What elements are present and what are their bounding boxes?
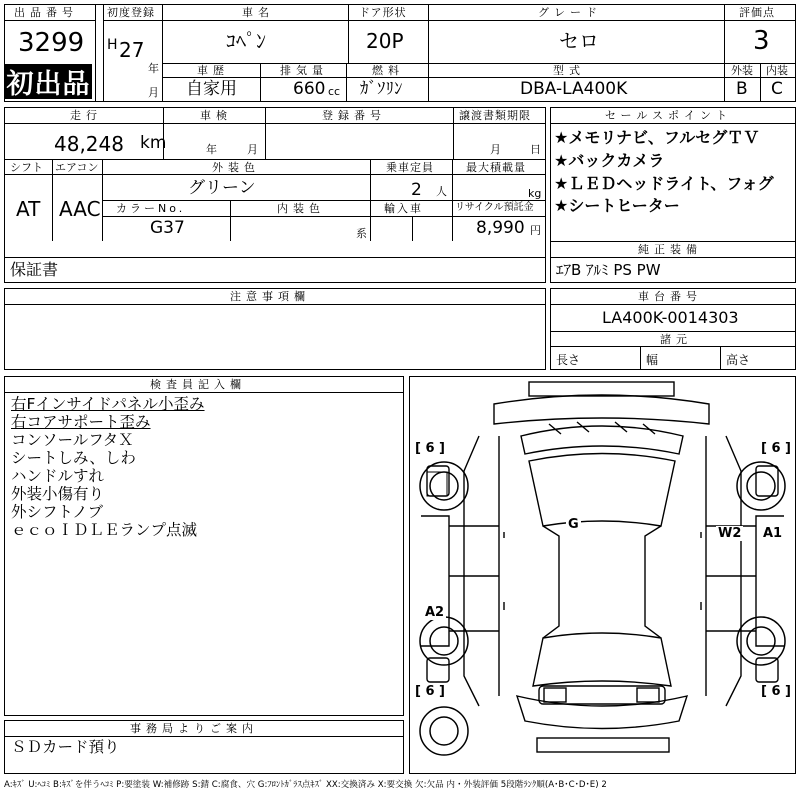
- exterior-grade-value: B: [736, 79, 748, 99]
- damage-mark-g: G: [568, 517, 579, 532]
- tire-depth-left-bottom: [ 6 ]: [415, 684, 445, 699]
- inspector-header: 検査員記入欄: [150, 378, 246, 391]
- first-reg-header: 初度登録: [107, 6, 155, 19]
- spec-height: 高さ: [726, 353, 751, 367]
- lot-number: 3299: [18, 28, 85, 58]
- inspector-note: 右Fインサイドパネル小歪み: [11, 395, 205, 413]
- interior-grade-header: 内装: [766, 64, 788, 77]
- inspection-header: 車検: [200, 109, 232, 122]
- damage-mark-a1: A1: [763, 526, 783, 541]
- shift-value: AT: [16, 197, 41, 221]
- history-header: 車歴: [197, 64, 229, 77]
- recycle-header: リサイクル預託金: [455, 202, 534, 213]
- later-parts-box: [4, 241, 546, 283]
- tire-depth-left-top: [ 6 ]: [415, 441, 445, 456]
- office-header: 事務局よりご案内: [130, 722, 258, 735]
- mileage-unit: km: [140, 133, 167, 153]
- spec-width: 幅: [646, 353, 659, 367]
- sales-point-item: ★メモリナビ、フルセグＴＶ: [554, 128, 760, 147]
- vehicle-details: [4, 107, 546, 256]
- sales-points-header: セールスポイント: [605, 109, 733, 122]
- grade-header: グレード: [538, 6, 602, 19]
- specs-header: 諸元: [660, 333, 692, 346]
- exterior-grade-header: 外装: [731, 64, 753, 77]
- import-car-header: 輸入車: [384, 202, 423, 215]
- model-header: 型式: [553, 64, 585, 77]
- inspector-note: ハンドルすれ: [11, 467, 105, 485]
- recycle-unit: 円: [530, 224, 541, 237]
- inspection-year-unit: 年: [206, 143, 217, 156]
- int-color-header: 内装色: [277, 202, 325, 215]
- first-listing-badge: 初出品: [5, 64, 92, 99]
- mileage-header: 走行: [70, 109, 102, 122]
- history-value: 自家用: [186, 79, 237, 99]
- displacement-unit: cc: [328, 85, 341, 98]
- reg-number-header: 登録番号: [322, 109, 386, 122]
- car-outline-diagram: [409, 376, 796, 774]
- damage-legend: A:ｷｽﾞ U:ﾍｺﾐ B:ｷｽﾞを伴うﾍｺﾐ P:要塗装 W:補修跡 S:錆 C:腐食、穴 G:ﾌﾛﾝﾄｶﾞﾗｽ点ｷｽﾞ XX:交換済み X:要交換 欠:欠品 内・外装評価 5段階ﾗﾝｸ順(A･B･C･D･E) 2: [4, 780, 607, 790]
- inspector-note: 外シフトノブ: [11, 503, 104, 521]
- color-no-header: カラーNo.: [116, 202, 186, 215]
- transfer-docs-header: 譲渡書類期限: [459, 109, 531, 122]
- color-no-value: G37: [150, 218, 185, 238]
- notes-header: 注意事項欄: [230, 290, 310, 303]
- transfer-month-unit: 月: [490, 143, 501, 156]
- car-name: ｺﾍﾟﾝ: [226, 29, 266, 53]
- displacement-header: 排気量: [280, 64, 328, 77]
- equipment-value: ｴｱB ｱﾙﾐ PS PW: [556, 261, 661, 279]
- inspector-note: 外装小傷有り: [11, 485, 105, 503]
- interior-grade-value: C: [771, 79, 783, 99]
- first-reg-year: 27: [119, 38, 145, 62]
- int-color-unit: 系: [356, 227, 367, 240]
- score-header: 評価点: [739, 6, 775, 19]
- damage-mark-a2: A2: [425, 605, 445, 620]
- tire-depth-right-top: [ 6 ]: [761, 441, 791, 456]
- equipment-header: 純正装備: [638, 243, 702, 256]
- ext-color-header: 外装色: [212, 161, 260, 174]
- fuel-value: ｶﾞｿﾘﾝ: [360, 79, 403, 99]
- year-unit: 年: [148, 62, 159, 75]
- recycle-value: 8,990: [476, 218, 525, 238]
- chassis-value: LA400K-0014303: [602, 308, 739, 327]
- lot-header: 出品番号: [14, 6, 78, 19]
- inspector-note: シートしみ、しわ: [11, 449, 136, 467]
- model-value: DBA-LA400K: [520, 79, 628, 99]
- fuel-header: 燃料: [372, 64, 404, 77]
- door-header: ドア形状: [359, 6, 407, 19]
- spec-length: 長さ: [556, 353, 581, 367]
- mileage-value: 48,248: [54, 132, 124, 156]
- max-load-header: 最大積載量: [466, 161, 526, 174]
- shift-header: シフト: [10, 161, 43, 174]
- sales-point-item: ★シートヒーター: [554, 196, 680, 215]
- inspection-month-unit: 月: [247, 143, 258, 156]
- damage-mark-w2: W2: [718, 526, 742, 541]
- sales-point-item: ★ＬＥＤヘッドライト、フォグ: [554, 174, 774, 193]
- sales-point-item: ★バックカメラ: [554, 151, 665, 170]
- capacity-value: 2: [411, 180, 422, 200]
- inspector-note: コンソールフタＸ: [11, 431, 134, 449]
- month-unit: 月: [148, 86, 159, 99]
- aircon-header: エアコン: [55, 161, 99, 174]
- capacity-header: 乗車定員: [386, 161, 434, 174]
- office-value: ＳＤカード預り: [11, 738, 120, 756]
- tire-depth-right-bottom: [ 6 ]: [761, 684, 791, 699]
- inspector-note: 右コアサポート歪み: [11, 413, 151, 431]
- first-reg-era: H: [107, 37, 118, 53]
- capacity-unit: 人: [436, 185, 447, 198]
- ext-color-value: グリーン: [188, 178, 256, 198]
- inspector-note: ｅｃｏＩＤＬＥランプ点滅: [11, 521, 198, 539]
- transfer-day-unit: 日: [530, 143, 541, 156]
- score-value: 3: [753, 26, 770, 56]
- grade-value: セロ: [559, 29, 599, 53]
- max-load-unit: kg: [528, 187, 542, 200]
- car-name-header: 車名: [242, 6, 274, 19]
- later-parts-value: 保証書: [10, 260, 59, 279]
- chassis-header: 車台番号: [638, 290, 702, 303]
- displacement-value: 660: [293, 79, 326, 99]
- aircon-value: AAC: [59, 197, 101, 221]
- door-value: 20P: [366, 29, 404, 53]
